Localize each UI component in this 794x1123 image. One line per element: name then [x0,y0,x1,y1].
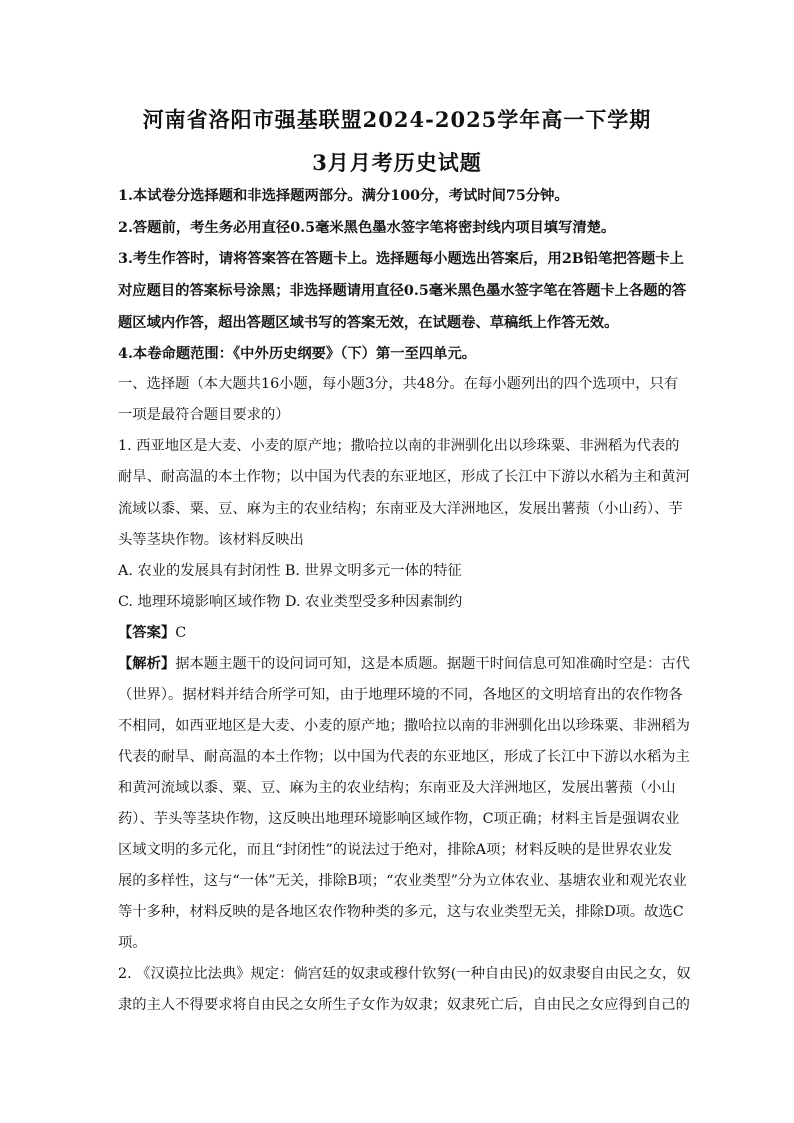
analysis-line: 区域文明的多元化，而且“封闭性”的说法过于绝对，排除A项；材料反映的是世界农业发 [118,842,672,858]
question-stem-line: 耐旱、耐高温的本土作物；以中国为代表的东亚地区，形成了长江中下游以水稻为主和黄河 [118,469,690,485]
question-stem-line: 1. 西亚地区是大麦、小麦的原产地；撒哈拉以南的非洲驯化出以珍珠粟、非洲稻为代表的 [118,438,680,454]
question-option-line: A. 农业的发展具有封闭性 B. 世界文明多元一体的特征 [118,563,462,579]
document-title-line1: 河南省洛阳市强基联盟2024-2025学年高一下学期 [142,107,652,132]
analysis-line: 等十多种，材料反映的是各地区农作物种类的多元，这与农业类型无关，排除D项。故选C [118,904,684,920]
answer-line [118,623,688,643]
section-heading-line: 一、选择题（本大题共16小题，每小题3分，共48分。在每小题列出的四个选项中，只有 [118,376,679,392]
section-heading-line: 一项是最符合题目要求的） [118,407,290,423]
question-option-line: C. 地理环境影响区域作物 D. 农业类型受多种因素制约 [118,594,463,610]
question-stem-line: 流域以黍、粟、豆、麻为主的农业结构；东南亚及大洋洲地区，发展出薯蓣（小山药）、芋 [118,501,683,517]
instruction-line: 对应题目的答案标号涂黑；非选择题请用直径0.5毫米黑色墨水签字笔在答题卡上各题的答 [118,283,687,299]
document-title-line2: 3月月考历史试题 [312,150,482,175]
analysis-line: 展的多样性，这与“一体”无关，排除B项；“农业类型”分为立体农业、基塘农业和观光农业 [118,873,687,889]
question-stem-line: 头等茎块作物。该材料反映出 [118,532,304,548]
analysis-line: 项。 [118,935,147,951]
instruction-line: 2.答题前，考生务必用直径0.5毫米黑色墨水签字笔将密封线内项目填写清楚。 [118,220,616,236]
instruction-line: 1.本试卷分选择题和非选择题两部分。满分100分，考试时间75分钟。 [118,188,569,204]
analysis-line: （世界）。据材料并结合所学可知，由于地理环境的不同，各地区的文明培育出的农作物各 [118,687,683,703]
instruction-line: 3.考生作答时，请将答案答在答题卡上。选择题每小题选出答案后，用2B铅笔把答题卡上 [118,251,684,267]
instruction-line: 4.本卷命题范围：《中外历史纲要》（下）第一至四单元。 [118,346,477,362]
analysis-line [118,654,688,674]
analysis-text: 据本题主题干的设问词可知，这是本质题。据题干时间信息可知准确时空是：古代 [175,656,690,672]
analysis-line: 不相同，如西亚地区是大麦、小麦的原产地；撒哈拉以南的非洲驯化出以珍珠粟、非洲稻为 [118,718,690,734]
question-stem-line: 隶的主人不得要求将自由民之女所生子女作为奴隶；奴隶死亡后，自由民之女应得到自己的 [118,997,690,1013]
analysis-line: 药）、芋头等茎块作物，这反映出地理环境影响区域作物，C项正确；材料主旨是强调农业 [118,811,680,827]
answer-label: 【答案】 [118,625,176,641]
answer-value: C [175,625,187,641]
question-stem-line: 2. 《汉谟拉比法典》规定：倘宫廷的奴隶或穆什钦努(一种自由民)的奴隶娶自由民之女，奴 [118,966,691,982]
instruction-line: 题区域内作答，超出答题区域书写的答案无效，在试题卷、草稿纸上作答无效。 [118,315,619,331]
analysis-line: 代表的耐旱、耐高温的本土作物；以中国为代表的东亚地区，形成了长江中下游以水稻为主 [118,749,690,765]
analysis-label: 【解析】 [118,656,176,672]
analysis-line: 和黄河流域以黍、粟、豆、麻为主的农业结构；东南亚及大洋洲地区，发展出薯蓣（小山 [118,780,676,796]
